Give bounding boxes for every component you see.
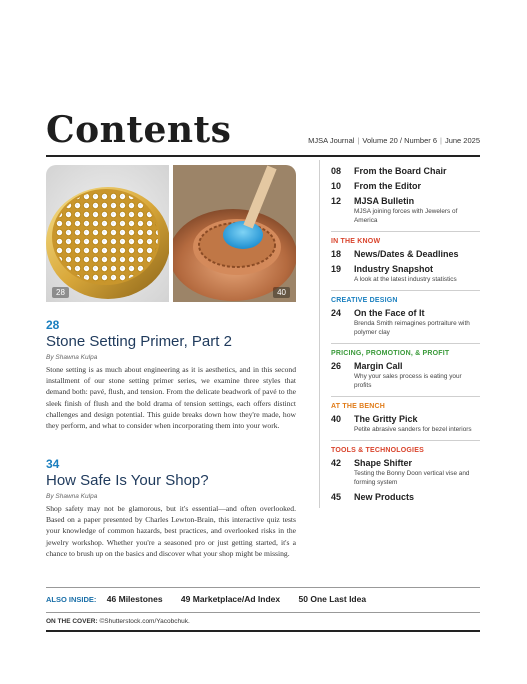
article-page-number: 28 xyxy=(46,318,60,332)
entry-description: Testing the Bonny Doon vertical vise and forming system xyxy=(354,470,470,486)
entry-title[interactable]: The Gritty Pick xyxy=(354,414,418,424)
department-section xyxy=(331,160,480,232)
entry-page-number: 10 xyxy=(331,181,342,191)
also-inside-item[interactable]: 46 Milestones xyxy=(106,594,163,604)
entry-text xyxy=(354,181,421,191)
entry-text xyxy=(354,166,447,176)
entry-text xyxy=(354,361,480,390)
section-label: CREATIVE DESIGN xyxy=(331,297,398,304)
issue-volume: Volume 20 / Number 6 xyxy=(362,136,437,145)
entry-title[interactable]: Margin Call xyxy=(354,361,403,371)
entry-text xyxy=(354,308,480,337)
entry-page-number: 42 xyxy=(331,458,342,468)
cover-credit-text: ©Shutterstock.com/Yacobchuk. xyxy=(99,618,190,625)
toc-entry[interactable] xyxy=(331,414,480,434)
also-inside-bar xyxy=(46,594,480,604)
toc-entry[interactable] xyxy=(331,166,480,176)
entry-title[interactable]: Shape Shifter xyxy=(354,458,413,468)
entry-page-number: 40 xyxy=(331,414,342,424)
entry-page-number: 12 xyxy=(331,196,342,206)
entry-page-number: 45 xyxy=(331,492,342,502)
entry-description: MJSA joining forces with Jewelers of America xyxy=(354,208,458,224)
section-label: PRICING, PROMOTION, & PROFIT xyxy=(331,350,450,357)
article-summary: Shop safety may not be glamorous, but it's essential—and often overlooked. Based on a paper presented by Charles Lewton-Brain, this interactive quiz tests your knowledge of common hazards, best practices, and overlooked risks in the jewelry workshop. Whether you're a seasoned pro or just getting started, it's a chance to brush up on the basics and discover what your shop might be missing. xyxy=(46,504,296,558)
entry-page-number: 26 xyxy=(331,361,342,371)
pave-ring-photo xyxy=(46,165,169,302)
feature-photo xyxy=(46,165,296,302)
article-title[interactable]: Stone Setting Primer, Part 2 xyxy=(46,333,232,350)
top-rule xyxy=(46,155,480,157)
cover-credit xyxy=(46,618,190,625)
page-title: Contents xyxy=(46,109,232,151)
entry-description: Brenda Smith reimagines portraiture with polymer clay xyxy=(354,320,470,336)
article-byline: By Shawna Kulpa xyxy=(46,493,98,500)
article-summary: Stone setting is as much about engineering as it is aesthetics, and in this second installment of our stone setting primer series, we examine three styles that demand both: pavé, flush, and tension. From the delicate beadwork of pavé to the sleek finish of flush and the bold drama of tension settings, each offers distinct challenges and design potential. This guide breaks down how they're made, how they perform, and what to consider when incorporating them into your work. xyxy=(46,365,296,431)
article-page-number: 34 xyxy=(46,457,60,471)
bottom-rule xyxy=(46,630,480,632)
entry-text xyxy=(354,458,480,487)
footer-rule xyxy=(46,587,480,588)
tension-setting-photo xyxy=(173,165,296,302)
also-inside-item[interactable]: 50 One Last Idea xyxy=(298,594,367,604)
cover-label: ON THE COVER: xyxy=(46,618,98,625)
toc-entry[interactable] xyxy=(331,181,480,191)
toc-entry[interactable] xyxy=(331,264,480,284)
section-label: TOOLS & TECHNOLOGIES xyxy=(331,447,424,454)
toc-entry[interactable] xyxy=(331,249,480,259)
departments-sidebar xyxy=(319,160,480,508)
department-section xyxy=(331,397,480,441)
contents-header xyxy=(46,108,480,152)
entry-title[interactable]: Industry Snapshot xyxy=(354,264,434,274)
entry-text xyxy=(354,414,472,434)
also-inside-item[interactable]: 49 Marketplace/Ad Index xyxy=(180,594,281,604)
page-badge: 28 xyxy=(52,287,69,298)
article-title[interactable]: How Safe Is Your Shop? xyxy=(46,472,209,489)
entry-title[interactable]: News/Dates & Deadlines xyxy=(354,249,459,259)
pave-ring-illustration xyxy=(46,165,169,302)
entry-description: Petite abrasive sanders for bezel interiors xyxy=(354,426,472,433)
entry-page-number: 18 xyxy=(331,249,342,259)
entry-text xyxy=(354,264,457,284)
toc-entry[interactable] xyxy=(331,361,480,390)
feature-article[interactable] xyxy=(46,457,296,559)
feature-article[interactable] xyxy=(46,318,296,431)
section-label: IN THE KNOW xyxy=(331,238,381,245)
entry-description: Why your sales process is eating your profits xyxy=(354,373,462,389)
entry-description: A look at the latest industry statistics xyxy=(354,276,457,283)
separator: | xyxy=(357,136,360,145)
toc-entry[interactable] xyxy=(331,308,480,337)
journal-name: MJSA Journal xyxy=(308,136,355,145)
toc-entry[interactable] xyxy=(331,458,480,487)
entry-page-number: 19 xyxy=(331,264,342,274)
department-section xyxy=(331,344,480,397)
issue-date: June 2025 xyxy=(444,136,480,145)
article-byline: By Shawna Kulpa xyxy=(46,354,98,361)
department-section xyxy=(331,291,480,344)
toc-entry[interactable] xyxy=(331,492,480,502)
department-section xyxy=(331,441,480,508)
entry-title[interactable]: New Products xyxy=(354,492,415,502)
footer-rule xyxy=(46,612,480,613)
department-section xyxy=(331,232,480,291)
entry-page-number: 24 xyxy=(331,308,342,318)
entry-text xyxy=(354,196,480,225)
entry-text xyxy=(354,492,414,502)
entry-title[interactable]: From the Board Chair xyxy=(354,166,447,176)
section-label: AT THE BENCH xyxy=(331,403,385,410)
entry-title[interactable]: From the Editor xyxy=(354,181,421,191)
entry-page-number: 08 xyxy=(331,166,342,176)
bezel-setting-illustration xyxy=(173,165,296,302)
entry-title[interactable]: MJSA Bulletin xyxy=(354,196,415,206)
masthead xyxy=(308,136,480,145)
entry-text xyxy=(354,249,459,259)
toc-entry[interactable] xyxy=(331,196,480,225)
also-inside-label: ALSO INSIDE: xyxy=(46,595,97,604)
entry-title[interactable]: On the Face of It xyxy=(354,308,425,318)
page-badge: 40 xyxy=(273,287,290,298)
separator: | xyxy=(440,136,442,145)
